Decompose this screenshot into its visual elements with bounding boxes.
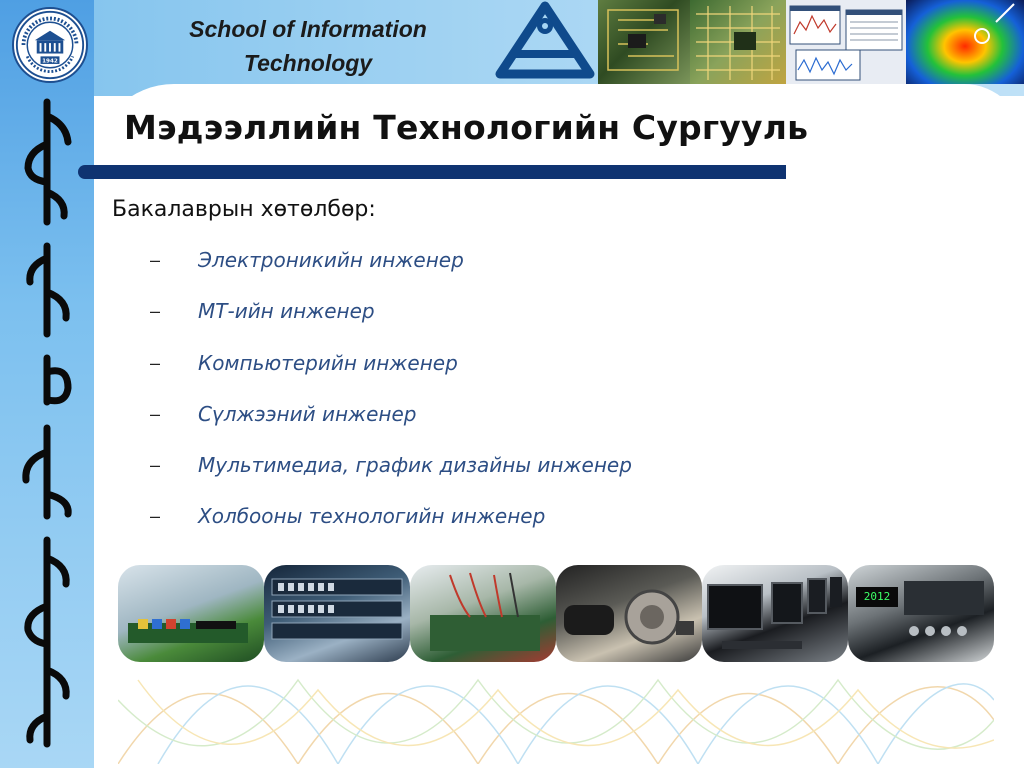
bullet-dash: – bbox=[150, 301, 161, 322]
computer-lab-photo bbox=[702, 565, 848, 662]
slide-title: Мэдээллийн Технологийн Сургууль bbox=[124, 108, 809, 147]
svg-text:1942: 1942 bbox=[42, 58, 58, 65]
program-label: Холбооны технологийн инженер bbox=[198, 504, 546, 529]
program-label: МТ-ийн инженер bbox=[198, 299, 375, 324]
program-label: Мультимедиа, график дизайны инженер bbox=[198, 453, 632, 478]
left-band bbox=[0, 0, 94, 768]
test-equipment-photo bbox=[848, 565, 994, 662]
title-underline-bar bbox=[78, 165, 786, 179]
decorative-wave-lines bbox=[118, 660, 994, 764]
bullet-dash: – bbox=[150, 506, 161, 527]
university-seal-icon bbox=[12, 7, 88, 83]
bullet-dash: – bbox=[150, 250, 161, 270]
section-label: Бакалаврын хөтөлбөр: bbox=[112, 197, 376, 222]
equipment-readout: 2012 bbox=[856, 587, 898, 607]
lab-instrument-photo bbox=[556, 565, 702, 662]
school-name-line-2: Technology bbox=[243, 50, 373, 76]
bullet-dash: – bbox=[150, 403, 161, 424]
program-label: Сүлжээний инженер bbox=[198, 401, 417, 426]
network-switch-photo bbox=[264, 565, 410, 662]
bullet-dash: – bbox=[150, 352, 161, 373]
bottom-photo-row bbox=[118, 565, 994, 662]
school-logo-icon bbox=[494, 0, 596, 80]
bullet-dash: – bbox=[150, 455, 161, 476]
mongolian-script-emblem bbox=[10, 96, 84, 756]
software-screens-photo bbox=[786, 0, 906, 84]
electronics-kit-photo bbox=[118, 565, 264, 662]
school-name-heading bbox=[170, 12, 446, 80]
circuit-assembly-photo bbox=[410, 565, 556, 662]
program-label: Компьютерийн инженер bbox=[198, 350, 458, 375]
header-photo-strip bbox=[598, 0, 1024, 84]
pcb-closeup-photo bbox=[690, 0, 786, 84]
program-label: Электроникийн инженер bbox=[198, 248, 464, 272]
circuit-board-photo bbox=[598, 0, 690, 84]
brain-scan-photo bbox=[906, 0, 1024, 84]
school-name-line-1: School of Information bbox=[189, 16, 427, 42]
